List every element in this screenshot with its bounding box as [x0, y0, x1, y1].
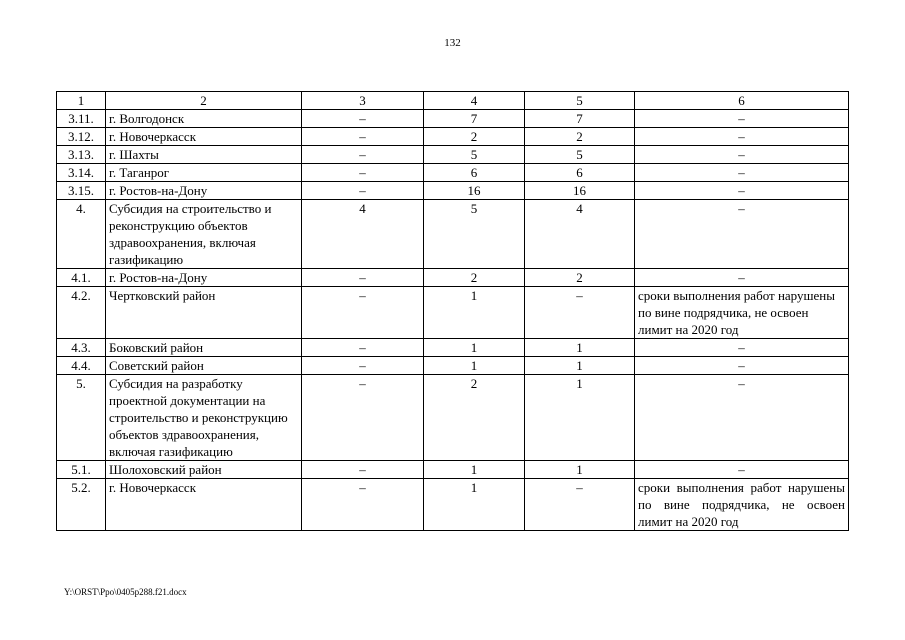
row-col4: 16 [424, 182, 525, 200]
row-col3: – [302, 339, 424, 357]
row-col3: – [302, 461, 424, 479]
table-row [57, 357, 849, 375]
row-col5: 16 [525, 182, 635, 200]
report-table [56, 91, 849, 531]
row-col3: 4 [302, 200, 424, 269]
row-name: Субсидия на строительство и реконструкцию объектов здравоохранения, включая газификацию [106, 200, 302, 269]
table-row [57, 287, 849, 339]
row-col5: 1 [525, 375, 635, 461]
row-col5: – [525, 479, 635, 531]
row-number: 4.3. [57, 339, 106, 357]
row-col3: – [302, 357, 424, 375]
row-col3: – [302, 269, 424, 287]
row-col4: 2 [424, 128, 525, 146]
row-name: г. Ростов-на-Дону [106, 182, 302, 200]
table-row [57, 339, 849, 357]
row-col3: – [302, 110, 424, 128]
row-col5: 2 [525, 128, 635, 146]
row-name: г. Новочеркасск [106, 479, 302, 531]
row-col4: 7 [424, 110, 525, 128]
row-note: – [635, 461, 849, 479]
header-cell: 5 [525, 92, 635, 110]
row-note: – [635, 164, 849, 182]
row-col5: 1 [525, 357, 635, 375]
header-cell: 4 [424, 92, 525, 110]
row-col5: 1 [525, 461, 635, 479]
row-col5: 2 [525, 269, 635, 287]
row-note: – [635, 269, 849, 287]
row-number: 3.12. [57, 128, 106, 146]
row-note: – [635, 357, 849, 375]
row-col4: 1 [424, 339, 525, 357]
table-row [57, 269, 849, 287]
row-number: 3.15. [57, 182, 106, 200]
row-col4: 1 [424, 479, 525, 531]
row-number: 4.1. [57, 269, 106, 287]
table-row [57, 146, 849, 164]
row-name: Боковский район [106, 339, 302, 357]
row-col4: 6 [424, 164, 525, 182]
page-number: 132 [444, 37, 461, 49]
row-col4: 2 [424, 375, 525, 461]
row-col5: 7 [525, 110, 635, 128]
row-number: 5.2. [57, 479, 106, 531]
row-number: 5. [57, 375, 106, 461]
row-number: 5.1. [57, 461, 106, 479]
row-note: – [635, 146, 849, 164]
row-col5: 4 [525, 200, 635, 269]
row-col5: 6 [525, 164, 635, 182]
table-row [57, 200, 849, 269]
row-col5: 1 [525, 339, 635, 357]
row-name: г. Новочеркасск [106, 128, 302, 146]
header-cell: 2 [106, 92, 302, 110]
table-row [57, 461, 849, 479]
header-cell: 1 [57, 92, 106, 110]
header-cell: 6 [635, 92, 849, 110]
row-name: Шолоховский район [106, 461, 302, 479]
row-name: Чертковский район [106, 287, 302, 339]
row-name: г. Шахты [106, 146, 302, 164]
row-number: 4. [57, 200, 106, 269]
row-col4: 2 [424, 269, 525, 287]
row-name: Субсидия на разработку проектной документации на строительство и реконструкцию объектов здравоохранения, включая газификацию [106, 375, 302, 461]
row-col4: 5 [424, 146, 525, 164]
row-col3: – [302, 128, 424, 146]
row-number: 4.2. [57, 287, 106, 339]
row-note: – [635, 128, 849, 146]
table-row [57, 479, 849, 531]
row-col3: – [302, 146, 424, 164]
table-header-row [57, 92, 849, 110]
row-name: Советский район [106, 357, 302, 375]
row-note: – [635, 110, 849, 128]
row-note: – [635, 182, 849, 200]
footer-file-path: Y:\ORST\Ppo\0405p288.f21.docx [64, 587, 187, 597]
row-name: г. Волгодонск [106, 110, 302, 128]
table-row [57, 164, 849, 182]
table-row [57, 182, 849, 200]
row-note: – [635, 339, 849, 357]
row-note: – [635, 375, 849, 461]
row-col5: – [525, 287, 635, 339]
row-number: 4.4. [57, 357, 106, 375]
row-number: 3.13. [57, 146, 106, 164]
table-row [57, 128, 849, 146]
row-col3: – [302, 287, 424, 339]
table-row [57, 375, 849, 461]
header-cell: 3 [302, 92, 424, 110]
table-row [57, 110, 849, 128]
row-col4: 1 [424, 287, 525, 339]
row-name: г. Таганрог [106, 164, 302, 182]
row-number: 3.11. [57, 110, 106, 128]
row-col3: – [302, 182, 424, 200]
row-col3: – [302, 479, 424, 531]
row-number: 3.14. [57, 164, 106, 182]
row-col3: – [302, 375, 424, 461]
row-col5: 5 [525, 146, 635, 164]
row-col4: 1 [424, 461, 525, 479]
row-col4: 1 [424, 357, 525, 375]
row-col3: – [302, 164, 424, 182]
row-note: – [635, 200, 849, 269]
row-col4: 5 [424, 200, 525, 269]
row-note: сроки выполнения работ нарушены по вине подрядчика, не освоен лимит на 2020 год [635, 479, 849, 531]
row-note: сроки выполнения работ нарушены по вине подрядчика, не освоен лимит на 2020 год [635, 287, 849, 339]
row-name: г. Ростов-на-Дону [106, 269, 302, 287]
